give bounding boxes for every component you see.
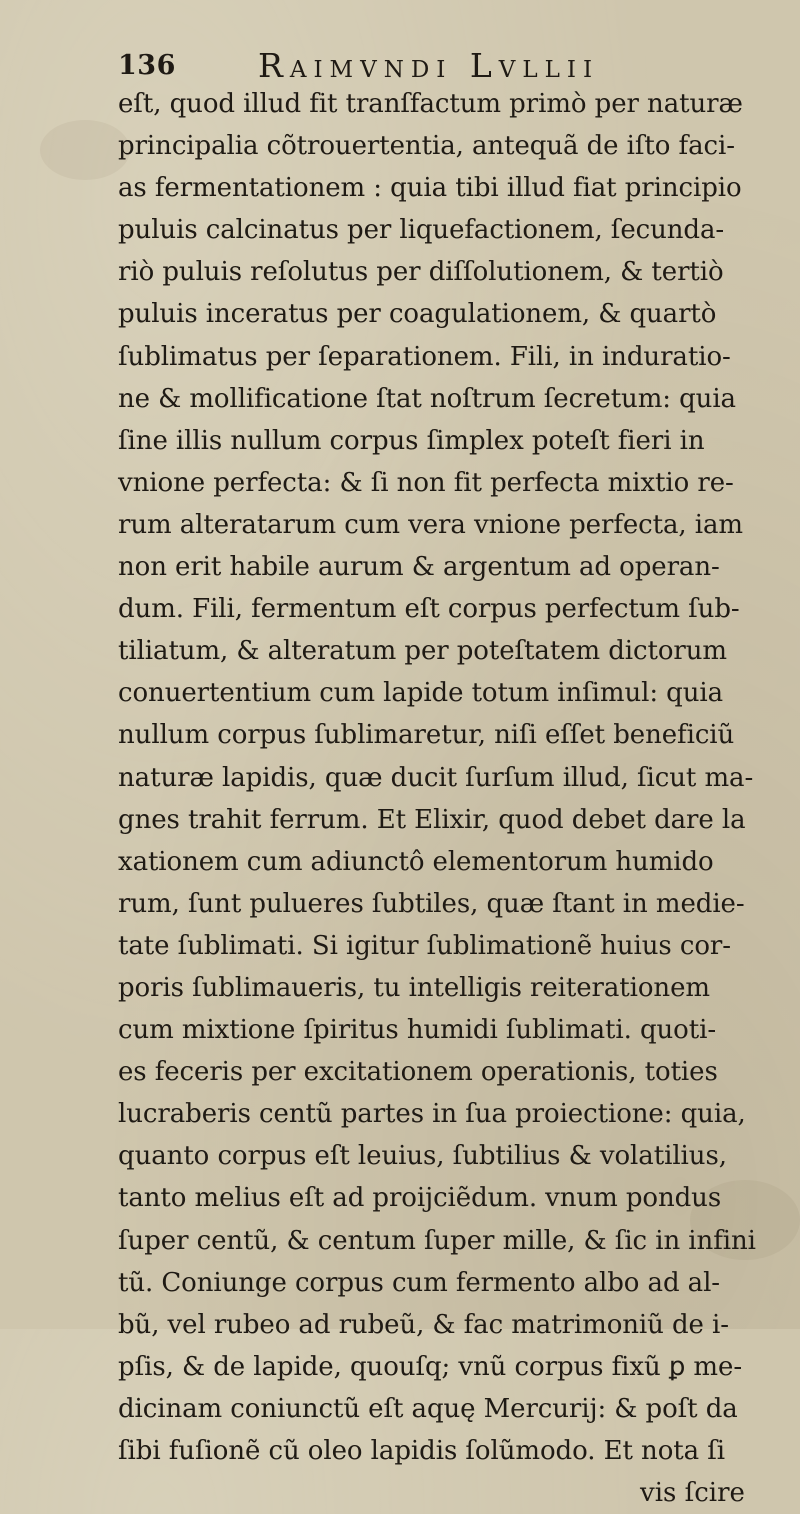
- text-line: nullum corpus ſublimaretur, niſi eſſet beneficiũ: [118, 720, 735, 751]
- text-line: ſibi fuſionẽ cũ oleo lapidis ſolũmodo. Et nota ſi: [118, 1436, 726, 1466]
- text-line: bũ, vel rubeo ad rubeũ, & fac matrimoniũ de i-: [118, 1309, 729, 1340]
- text-line: rum, ſunt pulueres ſubtiles, quæ ſtant in medie-: [118, 888, 745, 919]
- text-line: tate ſublimati. Si igitur ſublimationẽ huius cor-: [118, 930, 731, 961]
- text-line: puluis inceratus per coagulationem, & quartò: [118, 299, 717, 330]
- text-line: tũ. Coniunge corpus cum fermento albo ad al-: [118, 1267, 721, 1298]
- catchword-line: vis ſcire: [640, 1478, 745, 1509]
- text-line: vnione perfecta: & ſi non fit perfecta mixtio re-: [118, 467, 734, 498]
- text-line: principalia cõtrouertentia, antequã de iſto faci-: [118, 131, 735, 162]
- paper-stain: [40, 120, 130, 180]
- text-line: tanto melius eſt ad proijciẽdum. vnum pondus: [118, 1183, 722, 1214]
- text-line: tiliatum, & alteratum per poteſtatem dictorum: [118, 636, 727, 667]
- running-title: Raimvndi Lvllii: [258, 46, 600, 85]
- text-line: es feceris per excitationem operationis, toties: [118, 1057, 718, 1088]
- text-line: conuertentium cum lapide totum inſimul: quia: [118, 678, 724, 709]
- text-line: gnes trahit ferrum. Et Elixir, quod debet dare la: [118, 804, 746, 835]
- page-header: [118, 44, 678, 88]
- text-line: ſuper centũ, & centum ſuper mille, & ſic in infini: [118, 1225, 756, 1256]
- text-line: lucraberis centũ partes in ſua proiectione: quia,: [118, 1099, 746, 1130]
- text-line: xationem cum adiunctô elementorum humido: [118, 846, 714, 877]
- text-line: quanto corpus eſt leuius, ſubtilius & volatilius,: [118, 1141, 727, 1172]
- text-line: as fermentationem : quia tibi illud fiat principio: [118, 173, 742, 204]
- text-line: dicinam coniunctũ eſt aquę Mercurij: & poſt da: [118, 1393, 738, 1424]
- text-line: ſublimatus per ſeparationem. Fili, in induratio-: [118, 341, 731, 372]
- body-text: [118, 83, 768, 1514]
- text-line: cum mixtione ſpiritus humidi ſublimati. quoti-: [118, 1015, 717, 1046]
- text-line: puluis calcinatus per liquefactionem, ſecunda-: [118, 215, 725, 246]
- page-number: 136: [118, 50, 176, 81]
- text-line: non erit habile aurum & argentum ad operan-: [118, 552, 720, 583]
- text-line: ne & mollificatione ſtat noſtrum ſecretum: quia: [118, 383, 736, 414]
- text-line: rum alteratarum cum vera vnione perfecta, iam: [118, 509, 743, 540]
- text-line: pſis, & de lapide, quouſq; vnũ corpus fixũ ꝑ me-: [118, 1351, 743, 1382]
- text-line: eſt, quod illud fit tranſfactum primò per naturæ: [118, 89, 743, 119]
- text-line: naturæ lapidis, quæ ducit ſurſum illud, ſicut ma-: [118, 762, 754, 793]
- text-line: poris ſublimaueris, tu intelligis reiterationem: [118, 972, 710, 1003]
- text-line: ſine illis nullum corpus ſimplex poteſt fieri in: [118, 425, 705, 456]
- text-line: riò puluis reſolutus per diſſolutionem, & tertiò: [118, 257, 724, 288]
- text-line: dum. Fili, fermentum eſt corpus perfectum ſub-: [118, 594, 740, 625]
